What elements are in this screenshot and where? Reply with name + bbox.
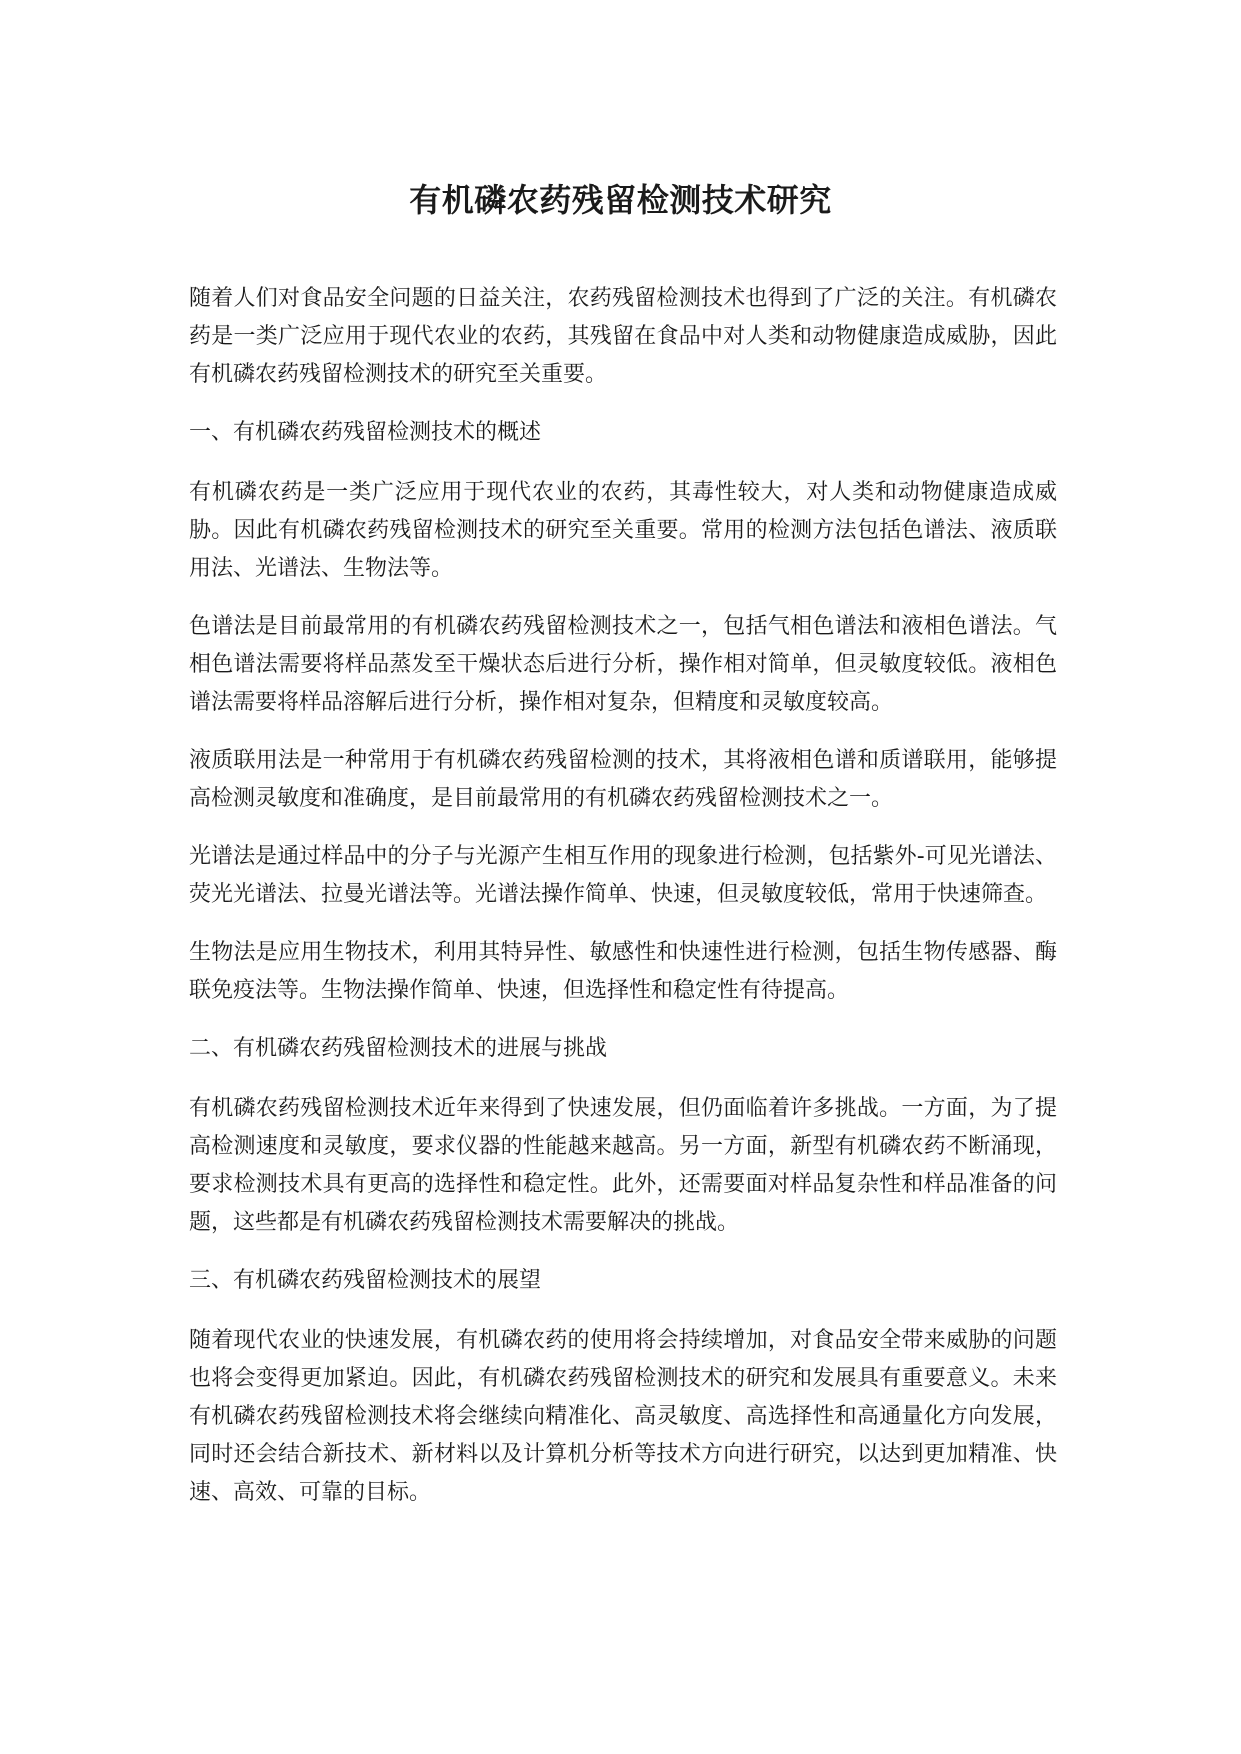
section-heading-progress: 二、有机磷农药残留检测技术的进展与挑战 bbox=[189, 1036, 608, 1061]
chromatography-paragraph: 色谱法是目前最常用的有机磷农药残留检测技术之一，包括气相色谱法和液相色谱法。气相色谱法需要将样品蒸发至干燥状态后进行分析，操作相对简单，但灵敏度较低。液相色谱法需要将样品溶解后进行分析，操作相对复杂，但精度和灵敏度较高。 bbox=[189, 614, 1057, 715]
progress-paragraph: 有机磷农药残留检测技术近年来得到了快速发展，但仍面临着许多挑战。一方面，为了提高检测速度和灵敏度，要求仪器的性能越来越高。另一方面，新型有机磷农药不断涌现，要求检测技术具有更高的选择性和稳定性。此外，还需要面对样品复杂性和样品准备的问题，这些都是有机磷农药残留检测技术需要解决的挑战。 bbox=[189, 1096, 1057, 1235]
lcms-paragraph: 液质联用法是一种常用于有机磷农药残留检测的技术，其将液相色谱和质谱联用，能够提高检测灵敏度和准确度，是目前最常用的有机磷农药残留检测技术之一。 bbox=[189, 748, 1057, 811]
biological-method-paragraph: 生物法是应用生物技术，利用其特异性、敏感性和快速性进行检测，包括生物传感器、酶联免疫法等。生物法操作简单、快速，但选择性和稳定性有待提高。 bbox=[189, 940, 1057, 1003]
section-heading-overview: 一、有机磷农药残留检测技术的概述 bbox=[189, 420, 542, 445]
spectroscopy-paragraph: 光谱法是通过样品中的分子与光源产生相互作用的现象进行检测，包括紫外-可见光谱法、荧光光谱法、拉曼光谱法等。光谱法操作简单、快速，但灵敏度较低，常用于快速筛查。 bbox=[189, 844, 1057, 907]
intro-paragraph: 随着人们对食品安全问题的日益关注，农药残留检测技术也得到了广泛的关注。有机磷农药是一类广泛应用于现代农业的农药，其残留在食品中对人类和动物健康造成威胁，因此有机磷农药残留检测技术的研究至关重要。 bbox=[189, 286, 1057, 387]
overview-paragraph: 有机磷农药是一类广泛应用于现代农业的农药，其毒性较大，对人类和动物健康造成威胁。因此有机磷农药残留检测技术的研究至关重要。常用的检测方法包括色谱法、液质联用法、光谱法、生物法等。 bbox=[189, 480, 1057, 581]
section-heading-outlook: 三、有机磷农药残留检测技术的展望 bbox=[189, 1268, 542, 1293]
outlook-paragraph: 随着现代农业的快速发展，有机磷农药的使用将会持续增加，对食品安全带来威胁的问题也将会变得更加紧迫。因此，有机磷农药残留检测技术的研究和发展具有重要意义。未来有机磷农药残留检测技术将会继续向精准化、高灵敏度、高选择性和高通量化方向发展，同时还会结合新技术、新材料以及计算机分析等技术方向进行研究，以达到更加精准、快速、高效、可靠的目标。 bbox=[189, 1328, 1057, 1505]
document-title: 有机磷农药残留检测技术研究 bbox=[409, 181, 832, 219]
document-body bbox=[189, 280, 1057, 1532]
